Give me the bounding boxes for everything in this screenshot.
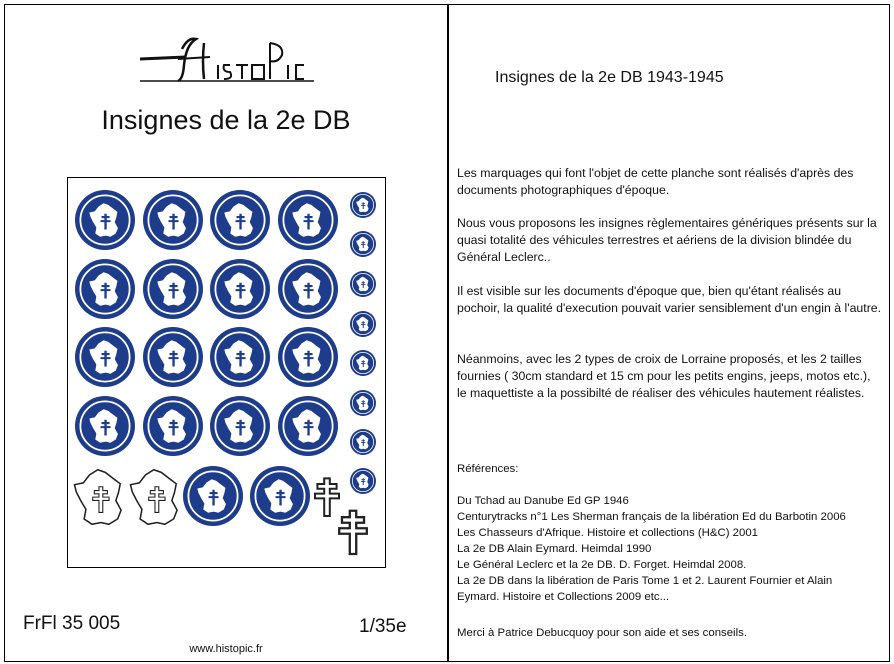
reference-item: Le Général Leclerc et la 2e DB. D. Forget. Heimdal 2008. [457, 559, 747, 571]
roundel-insignia [210, 327, 270, 387]
scale-label: 1/35e [359, 616, 407, 637]
decal-sheet [67, 177, 386, 568]
left-panel [4, 4, 448, 662]
roundel-insignia [350, 429, 376, 455]
roundel-insignia [143, 190, 203, 250]
map-outline-insignia [130, 470, 177, 525]
roundel-insignia [210, 190, 270, 250]
paragraph: Il est visible sur les documents d'époque que, bien qu'étant réalisés au pochoir, la qualité d'execution pouvait varier sensiblement d'un engin à l'autre. [457, 284, 882, 315]
references-list [457, 493, 889, 605]
reference-item: Centurytracks n°1 Les Sherman français de la libération Ed du Barbotin 2006 [457, 511, 846, 523]
roundel-insignia [250, 466, 310, 526]
roundel-insignia [143, 396, 203, 456]
roundel-insignia [350, 311, 376, 337]
decal-sheet-artwork [68, 178, 387, 569]
instructions-title: Insignes de la 2e DB 1943-1945 [495, 69, 724, 86]
roundel-insignia [278, 396, 338, 456]
lorraine-cross [315, 478, 339, 516]
acknowledgement: Merci à Patrice Debucquoy pour son aide et ses conseils. [457, 627, 747, 639]
roundel-insignia [183, 466, 243, 526]
product-reference: FrFl 35 005 [23, 613, 121, 634]
roundel-insignia [350, 271, 376, 297]
reference-item: La 2e DB Alain Eymard. Heimdal 1990 [457, 543, 652, 555]
reference-item: La 2e DB dans la libération de Paris Tome 1 et 2. Laurent Fournier et Alain [457, 575, 833, 587]
roundel-insignia [350, 231, 376, 257]
roundel-insignia [350, 390, 376, 416]
roundel-insignia [75, 259, 135, 319]
roundel-insignia [350, 468, 376, 494]
reference-item: Eymard. Histoire et Collections 2009 etc... [457, 591, 670, 603]
reference-item: Les Chasseurs d'Afrique. Histoire et collections (H&C) 2001 [457, 527, 758, 539]
roundel-insignia [75, 396, 135, 456]
paragraph: Nous vous proposons les insignes règlementaires génériques présents sur la quasi totalité des véhicules terrestres et aériens de la division blindée du Général Leclerc.. [457, 216, 877, 264]
map-outline-insignia [74, 470, 121, 525]
roundel-insignia [350, 192, 376, 218]
paragraph: Néanmoins, avec les 2 types de croix de Lorraine proposés, et les 2 tailles fournies ( 30cm standard et 15 cm pour les petits engins, jeeps, motos etc.), le maquettiste a la possibilté de réaliser des véhicules hautement réalistes. [457, 352, 871, 400]
histopic-logo [138, 35, 328, 85]
roundel-insignia [278, 259, 338, 319]
roundel-insignia [143, 327, 203, 387]
roundel-insignia [278, 327, 338, 387]
roundel-insignia [75, 190, 135, 250]
right-panel [448, 4, 890, 662]
roundel-insignia [143, 259, 203, 319]
references-heading: Références: [457, 463, 519, 475]
roundel-insignia [210, 396, 270, 456]
paragraph: Les marquages qui font l'objet de cette planche sont réalisés d'après des documents photographiques d'époque. [457, 166, 854, 197]
lorraine-cross [339, 511, 367, 554]
reference-item: Du Tchad au Danube Ed GP 1946 [457, 495, 629, 507]
roundel-insignia [350, 350, 376, 376]
sheet-title: Insignes de la 2e DB [101, 105, 351, 135]
website-url: www.histopic.fr [189, 643, 263, 655]
roundel-insignia [75, 327, 135, 387]
roundel-insignia [278, 190, 338, 250]
roundel-insignia [210, 259, 270, 319]
